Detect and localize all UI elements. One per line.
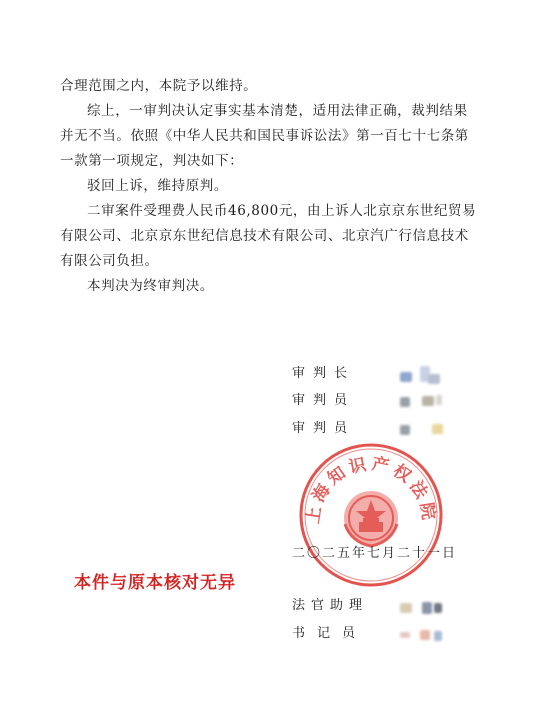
presiding-judge-label: 审判长 [292, 366, 356, 381]
presiding-judge-row [292, 366, 392, 382]
paragraph-continuation: 合理范围之内，本院予以维持。 [60, 78, 258, 94]
judge2-row [292, 421, 392, 437]
redacted-name-blur [434, 603, 442, 613]
paragraph-ruling: 驳回上诉，维持原判。 [87, 178, 228, 194]
seal-court-name: 上海知识产权法院 [303, 454, 439, 526]
judge1-label: 审判员 [292, 393, 356, 408]
seal-icon [296, 440, 446, 590]
judge2-label: 审判员 [292, 421, 356, 436]
redacted-name-blur [432, 424, 443, 434]
redacted-name-blur [400, 372, 412, 382]
redacted-name-blur [428, 374, 440, 384]
paragraph-fees: 二审案件受理费人民币46,800元，由上诉人北京京东世纪贸易有限公司、北京京东世纪信息技术有限公司、北京汽广行信息技术有限公司负担。 [60, 203, 477, 269]
redacted-name-blur [400, 632, 410, 638]
paragraph-conclusion: 综上，一审判决认定事实基本清楚，适用法律正确，裁判结果并无不当。依照《中华人民共和国民事诉讼法》第一百七十七条第一款第一项规定，判决如下： [60, 103, 469, 169]
redacted-name-blur [400, 397, 410, 407]
copy-verified-stamp: 本件与原本核对无异 [74, 573, 236, 593]
redacted-name-blur [400, 425, 410, 435]
redacted-name-blur [436, 395, 442, 405]
redacted-name-blur [420, 630, 430, 640]
clerk-assistant-row [292, 598, 392, 614]
clerk-label: 书记员 [292, 626, 368, 641]
clerk-row [292, 626, 392, 642]
judgment-body [60, 74, 480, 299]
redacted-name-blur [422, 602, 432, 614]
redacted-name-blur [400, 603, 412, 613]
paragraph-final: 本判决为终审判决。 [87, 278, 214, 294]
redacted-name-blur [422, 396, 434, 406]
judge1-row [292, 393, 392, 409]
court-seal [296, 440, 446, 590]
clerk-assistant-label: 法官助理 [292, 598, 369, 613]
judgment-date: 二〇二五年七月二十一日 [292, 546, 458, 561]
redacted-name-blur [434, 631, 442, 641]
